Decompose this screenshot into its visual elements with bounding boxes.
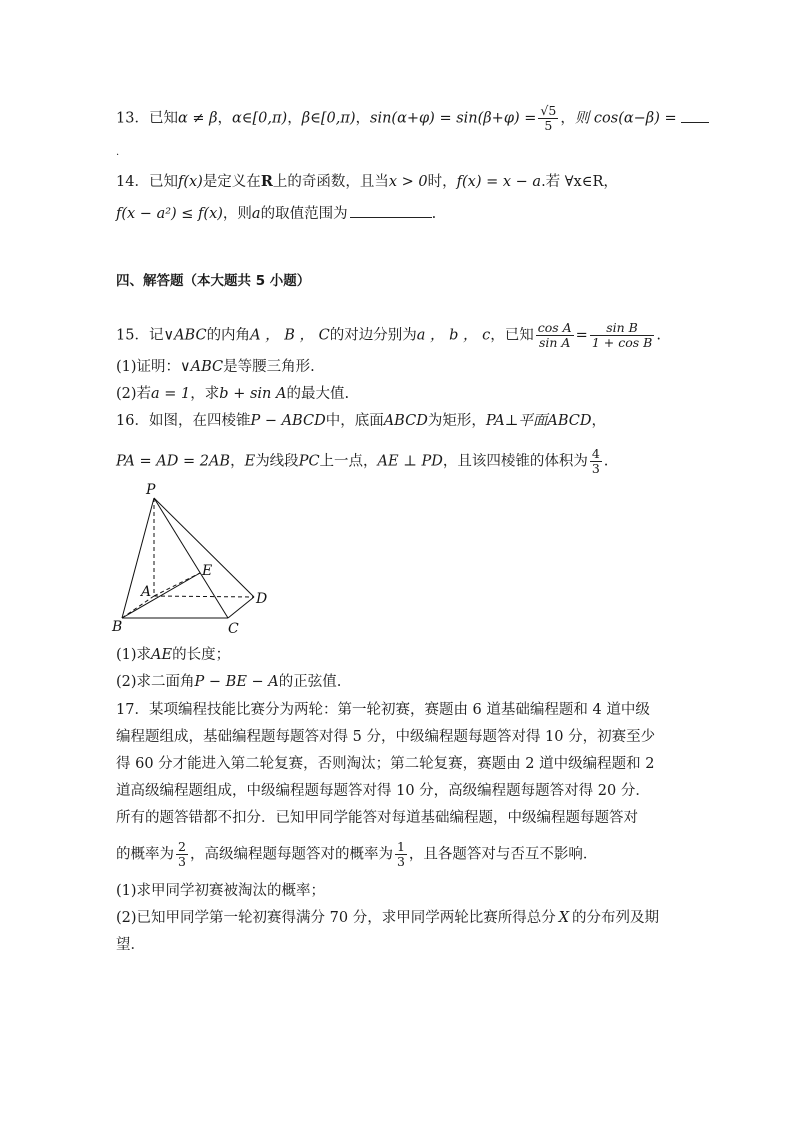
q17-part2-cont: 望．: [116, 937, 145, 953]
q15-frac-right-den: 1 + cos B: [591, 335, 653, 350]
q13-answer-blank: [681, 108, 709, 123]
q17-line4: 道高级编程题组成，中级编程题每题答对得 10 分，高级编程题每题答对得 20 分．: [116, 783, 650, 799]
q17-line3: 得 60 分才能进入第二轮复赛，否则淘汰；第二轮复赛，赛题由 2 道中级编程题和 2: [116, 756, 655, 772]
q14-text: .若 ∀x∈R，: [541, 174, 618, 190]
q14-line2: [116, 203, 436, 224]
q17-part2: [116, 908, 659, 928]
q15-text: 的对边分别为: [329, 327, 417, 344]
q13-frac-num: √5: [540, 103, 557, 118]
label-p: P: [146, 482, 156, 498]
q16-volume-fraction: [590, 447, 602, 476]
q16-text: ，且该四棱锥的体积为: [442, 453, 588, 470]
q16-part2: [116, 672, 341, 692]
q15-frac-left-den: sin A: [538, 335, 571, 350]
q17-part1: (1)求甲同学初赛被淘汰的概率；: [116, 883, 326, 899]
q13-number: 13．已知: [116, 110, 178, 127]
q17-line2: 编程题组成，基础编程题每题答对得 5 分，中级编程题每题答对得 10 分，初赛至少: [116, 729, 656, 745]
q13-ask: 则 cos(α−β) =: [574, 110, 677, 127]
q16-text: 为矩形，: [427, 413, 486, 429]
q15-frac-left-num: cos A: [537, 320, 572, 335]
edge-be: [122, 573, 200, 618]
q16-text: ，: [230, 453, 245, 470]
q15-sides: a ， b ， c: [416, 327, 491, 344]
edge-pd: [154, 498, 254, 597]
q15-equals: =: [575, 327, 588, 344]
q14-number: 14．已知: [116, 174, 178, 190]
q14-def: f(x) = x − a: [456, 174, 542, 190]
q15-p1-triangle: ∨ABC: [180, 359, 224, 375]
q16-line1: [116, 411, 606, 431]
q14-text: 的取值范围为: [260, 206, 348, 222]
q16-perp2: AE ⊥ PD: [377, 453, 443, 470]
q16-p1-label: (1)求: [116, 647, 152, 663]
q13-cond3: β∈[0,π): [301, 110, 356, 127]
q16-p1-text: 的长度；: [172, 647, 231, 663]
q15-p2-cond: a = 1: [151, 386, 191, 402]
pyramid-figure: [108, 478, 278, 638]
q15-line1: [116, 321, 661, 350]
edge-pb: [122, 498, 154, 618]
q16-plane: ABCD: [547, 413, 592, 429]
q17-line1: 17．某项编程技能比赛分为两轮：第一轮初赛，赛题由 6 道基础编程题和 4 道中级: [116, 702, 650, 718]
q13-equation: sin(α+φ) = sin(β+φ) =: [370, 110, 537, 127]
q17-text: ，且各题答对与否互不影响．: [408, 846, 598, 863]
q14-text: 时，: [427, 174, 457, 190]
q17-frac2-den: 3: [396, 854, 405, 869]
q16-p1-seg: AE: [151, 647, 173, 663]
q16-part1: [116, 645, 230, 665]
q15-p2-label: (2)若: [116, 386, 152, 402]
q13-fraction: [538, 104, 558, 133]
label-d: D: [256, 591, 268, 607]
q15-frac-right: [590, 321, 654, 350]
q16-perp: PA⊥平面: [485, 413, 548, 429]
q14-a: a: [251, 206, 261, 222]
q16-segment-pc: PC: [298, 453, 320, 470]
label-e: E: [202, 563, 213, 579]
q14-text: ，则: [222, 206, 252, 222]
q15-dot: .: [656, 327, 661, 344]
edge-pc: [154, 498, 228, 618]
edge-ad: [154, 596, 254, 597]
q17-frac2-num: 1: [396, 839, 405, 854]
q16-base: ABCD: [383, 413, 428, 429]
q13-line: [116, 104, 709, 133]
q15-part2: [116, 384, 349, 404]
q14-dot: .: [431, 206, 437, 222]
q13-frac-den: 5: [544, 118, 553, 133]
q17-p2-text: (2)已知甲同学第一轮初赛得满分 70 分，求甲同学两轮比赛所得总分: [116, 910, 556, 926]
q13-cond1: α ≠ β: [177, 110, 218, 127]
q16-text: ，: [591, 413, 606, 429]
q16-p2-angle: P − BE − A: [194, 674, 279, 690]
q17-frac2: [395, 840, 407, 869]
q17-variable-x: X: [558, 910, 570, 926]
q13-dot: .: [116, 147, 120, 158]
q14-answer-blank: [350, 203, 432, 218]
separator: ，: [287, 110, 302, 127]
q14-line1: [116, 172, 618, 192]
q15-frac-left: [536, 321, 574, 350]
q15-text: ，已知: [490, 327, 534, 344]
q16-text: 为线段: [255, 453, 299, 470]
q17-text: ，高级编程题每题答对的概率为: [189, 846, 393, 863]
q16-p2-label: (2)求二面角: [116, 674, 195, 690]
q16-pyramid: P − ABCD: [250, 413, 326, 429]
q17-frac1-num: 2: [178, 839, 186, 854]
q15-p1-text: 是等腰三角形.: [223, 359, 315, 375]
q16-text: 上一点，: [319, 453, 378, 470]
separator: ，: [217, 110, 232, 127]
q14-text: 是定义在: [202, 174, 261, 190]
q17-frac1: [176, 840, 188, 869]
q15-p1-label: (1)证明：: [116, 359, 181, 375]
q16-line2: [116, 447, 608, 476]
q15-part1: [116, 357, 315, 377]
section-title: 四、解答题（本大题共 5 小题）: [116, 273, 311, 289]
label-b: B: [112, 619, 123, 635]
q16-dot: .: [603, 453, 609, 470]
q15-triangle: ∨ABC: [163, 327, 207, 344]
q16-point-e: E: [244, 453, 256, 470]
separator: ，: [355, 110, 371, 127]
edge-ae: [154, 573, 200, 596]
q16-vol-den: 3: [591, 461, 600, 476]
q16-text: 中，底面: [325, 413, 384, 429]
q15-p2-expr: b + sin A: [219, 386, 287, 402]
label-a: A: [141, 584, 152, 600]
q14-text: 上的奇函数，且当: [272, 174, 389, 190]
q16-number: 16．如图，在四棱锥: [116, 413, 251, 429]
q16-p2-text: 的正弦值.: [278, 674, 342, 690]
q17-p2-text: 的分布列及期: [572, 910, 660, 926]
q14-cond: x > 0: [388, 174, 428, 190]
q17-frac1-den: 3: [178, 854, 186, 869]
q13-cond2: α∈[0,π): [232, 110, 288, 127]
q17-text: 的概率为: [116, 846, 174, 863]
separator: ，: [560, 110, 575, 127]
q15-text: 的内角: [206, 327, 251, 344]
q15-p2-text: 的最大值.: [286, 386, 350, 402]
q15-number: 15．记: [116, 327, 164, 344]
q14-fx: f(x): [177, 174, 203, 190]
q17-line5: 所有的题答错都不扣分．已知甲同学能答对每道基础编程题，中级编程题每题答对: [116, 810, 638, 826]
q16-equation: PA = AD = 2AB: [116, 453, 231, 470]
q17-line6: [116, 840, 597, 869]
q15-frac-right-num: sin B: [590, 321, 654, 336]
q14-inequality: f(x − a²) ≤ f(x): [116, 206, 223, 222]
q14-R: R: [260, 173, 273, 190]
edge-cd: [228, 597, 254, 618]
q15-p2-text: ，求: [190, 386, 220, 402]
label-c: C: [228, 621, 239, 637]
q16-vol-num: 4: [591, 446, 600, 461]
q15-angles: A ， B ， C: [250, 327, 330, 344]
